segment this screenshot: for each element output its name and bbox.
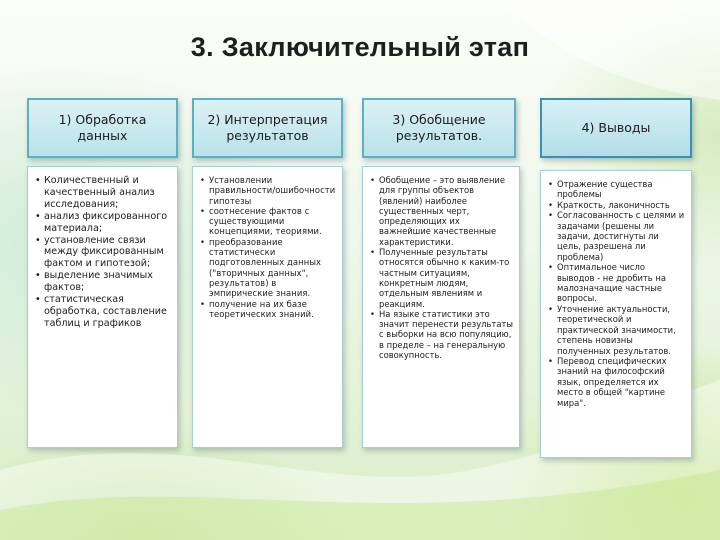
list-item: • статистическая обработка, составление таблиц и графиков [34, 294, 171, 330]
body-conclusions [540, 170, 692, 458]
list-item: • Обобщение – это выявление для группы объектов (явлений) наиболее существенных черт, определяющих их важнейшие качественные характеристики. [369, 175, 513, 247]
slide-title: 3. Заключительный этап [190, 32, 530, 62]
list-item: • Перевод специфических знаний на философский язык, определяется их место в общей "картине мира". [547, 356, 685, 408]
list-item: • выделение значимых фактов; [34, 270, 171, 294]
list-item: • преобразование статистически подготовленных данных ("вторичных данных", результатов) в эмпирические знания. [199, 237, 336, 299]
list-item: • Количественный и качественный анализ исследования; [34, 175, 171, 211]
list-item: • соотнесение фактов с существующими концепциями, теориями. [199, 206, 336, 237]
body-interpretation [192, 166, 343, 448]
list-item: • Оптимальное число выводов - не дробить на малозначащие частные вопросы. [547, 262, 685, 304]
list-item: • анализ фиксированного материала; [34, 211, 171, 235]
body-generalization [362, 166, 520, 448]
list-item: • Уточнение актуальности, теоретической и практической значимости, степень новизны полученных результатов. [547, 304, 685, 356]
body-processing [27, 166, 178, 448]
list-item: • Краткость, лаконичность [547, 200, 685, 210]
header-generalization: 3) Обобщение результатов. [362, 98, 516, 158]
list-item: • Установлении правильности/ошибочности гипотезы [199, 175, 336, 206]
list-item: • установление связи между фиксированным фактом и гипотезой; [34, 235, 171, 271]
list-item: • Отражение существа проблемы [547, 179, 685, 200]
header-conclusions: 4) Выводы [540, 98, 692, 158]
list-item: • Согласованность с целями и задачами (решены ли задачи, достигнуты ли цель, разрешена ли проблема) [547, 210, 685, 262]
header-processing: 1) Обработка данных [27, 98, 178, 158]
header-interpretation: 2) Интерпретация результатов [192, 98, 343, 158]
list-item: • На языке статистики это значит перенести результаты с выборки на всю популяцию, в пределе – на генеральную совокупность. [369, 309, 513, 360]
list-item: • Полученные результаты относятся обычно к каким-то частным ситуациям, конкретным людям, отдельным явлениям и реакциям. [369, 247, 513, 309]
list-item: • получение на их базе теоретических знаний. [199, 299, 336, 320]
